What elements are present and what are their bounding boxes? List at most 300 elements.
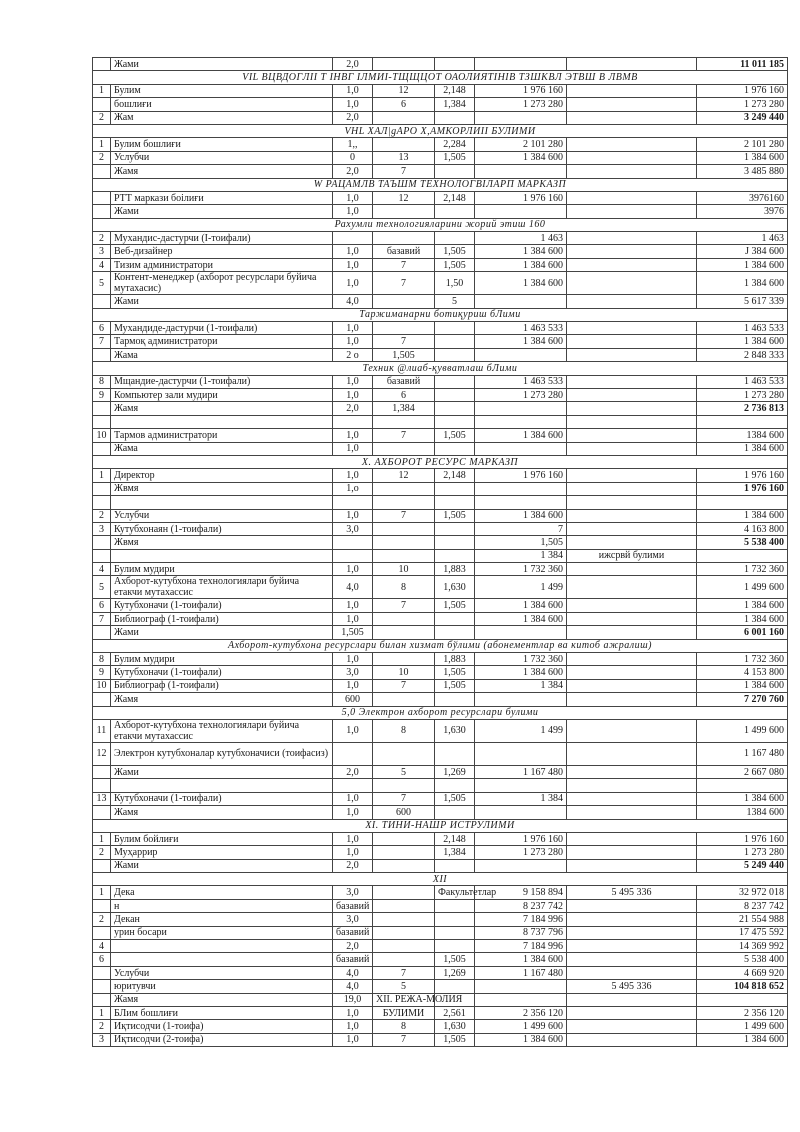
grade-cell: 5 bbox=[373, 980, 435, 993]
position-name-cell: н bbox=[111, 899, 333, 912]
staff-units-cell: 2,0 bbox=[333, 765, 373, 778]
total-cell: 5 617 339 bbox=[697, 295, 788, 308]
salary-cell bbox=[475, 626, 567, 639]
grade-cell bbox=[373, 913, 435, 926]
grade-cell: 1,505 bbox=[373, 348, 435, 361]
row-number-cell: 2 bbox=[93, 151, 111, 164]
extra-cell: ижсрвй булими bbox=[567, 549, 697, 562]
table-row bbox=[93, 980, 788, 993]
table-row bbox=[93, 536, 788, 549]
salary-cell: 1 384 600 bbox=[475, 599, 567, 612]
section-title: Таржиманарни ботиқуриш бЛими bbox=[93, 308, 788, 321]
staff-units-cell: 3,0 bbox=[333, 666, 373, 679]
extra-cell bbox=[567, 509, 697, 522]
grade-cell bbox=[373, 205, 435, 218]
section-header-row bbox=[93, 71, 788, 84]
row-number-cell: 2 bbox=[93, 509, 111, 522]
table-row bbox=[93, 913, 788, 926]
row-number-cell bbox=[93, 191, 111, 204]
total-cell: 1 976 160 bbox=[697, 84, 788, 97]
staff-units-cell: 4,0 bbox=[333, 576, 373, 599]
position-name-cell: Кутубхоначи (1-тоифали) bbox=[111, 599, 333, 612]
staff-units-cell: 1,0 bbox=[333, 442, 373, 455]
table-row bbox=[93, 1033, 788, 1046]
table-row bbox=[93, 719, 788, 742]
row-number-cell bbox=[93, 899, 111, 912]
total-cell: 1 384 600 bbox=[697, 679, 788, 692]
staff-units-cell: базавий bbox=[333, 899, 373, 912]
salary-cell bbox=[475, 165, 567, 178]
coefficient-cell bbox=[435, 626, 475, 639]
extra-cell bbox=[567, 335, 697, 348]
coefficient-cell: 1,269 bbox=[435, 765, 475, 778]
position-name-cell: Иқтисодчи (2-тоифа) bbox=[111, 1033, 333, 1046]
staff-units-cell: 1,0 bbox=[333, 98, 373, 111]
extra-cell bbox=[567, 1007, 697, 1020]
salary-cell: 1 463 533 bbox=[475, 322, 567, 335]
staff-units-cell: базавий bbox=[333, 953, 373, 966]
row-number-cell bbox=[93, 626, 111, 639]
staff-units-cell: 0 bbox=[333, 151, 373, 164]
coefficient-cell bbox=[435, 940, 475, 953]
empty-row bbox=[93, 496, 788, 509]
coefficient-cell: 1,505 bbox=[435, 429, 475, 442]
coefficient-cell: 1,505 bbox=[435, 679, 475, 692]
row-number-cell bbox=[93, 549, 111, 562]
coefficient-cell bbox=[435, 442, 475, 455]
total-cell: 1 384 600 bbox=[697, 1033, 788, 1046]
salary-cell: 1 273 280 bbox=[475, 98, 567, 111]
coefficient-cell bbox=[435, 205, 475, 218]
extra-cell bbox=[567, 666, 697, 679]
salary-cell: 8 237 742 bbox=[475, 899, 567, 912]
staff-units-cell: 1,0 bbox=[333, 806, 373, 819]
total-cell bbox=[697, 549, 788, 562]
section-title: 5,0 Электрон ахборот ресурслари булими bbox=[93, 706, 788, 719]
grade-cell: 8 bbox=[373, 719, 435, 742]
table-row bbox=[93, 1020, 788, 1033]
salary-cell: 1 167 480 bbox=[475, 966, 567, 979]
grade-cell: 12 bbox=[373, 84, 435, 97]
extra-cell bbox=[567, 151, 697, 164]
staff-units-cell bbox=[333, 232, 373, 245]
salary-cell: 1 384 600 bbox=[475, 953, 567, 966]
staff-units-cell: 1,0 bbox=[333, 612, 373, 625]
position-name-cell: Мщандие-дастурчи (1-тоифали) bbox=[111, 375, 333, 388]
table-row bbox=[93, 1007, 788, 1020]
extra-cell bbox=[567, 272, 697, 295]
position-name-cell: Жама bbox=[111, 348, 333, 361]
salary-cell bbox=[475, 402, 567, 415]
position-name-cell: Кутубхоначи (1-тоифали) bbox=[111, 792, 333, 805]
table-row bbox=[93, 84, 788, 97]
coefficient-cell bbox=[435, 388, 475, 401]
position-name-cell: Тармоқ администратори bbox=[111, 335, 333, 348]
extra-cell bbox=[567, 348, 697, 361]
total-cell: 2 101 280 bbox=[697, 138, 788, 151]
staff-units-cell bbox=[333, 536, 373, 549]
table-row bbox=[93, 191, 788, 204]
grade-cell bbox=[373, 940, 435, 953]
total-cell: 1 384 600 bbox=[697, 272, 788, 295]
grade-cell: базавий bbox=[373, 375, 435, 388]
extra-cell bbox=[567, 469, 697, 482]
extra-cell bbox=[567, 599, 697, 612]
coefficient-cell bbox=[435, 322, 475, 335]
position-name-cell: Услубчи bbox=[111, 966, 333, 979]
salary-cell bbox=[475, 806, 567, 819]
extra-cell bbox=[567, 375, 697, 388]
table-row bbox=[93, 245, 788, 258]
extra-cell bbox=[567, 859, 697, 872]
extra-cell bbox=[567, 258, 697, 271]
grade-cell: 12 bbox=[373, 191, 435, 204]
row-number-cell: 1 bbox=[93, 1007, 111, 1020]
empty-cell bbox=[435, 779, 475, 792]
empty-cell bbox=[435, 415, 475, 428]
extra-cell bbox=[567, 612, 697, 625]
table-row bbox=[93, 940, 788, 953]
extra-cell bbox=[567, 245, 697, 258]
row-number-cell: 3 bbox=[93, 245, 111, 258]
salary-cell: 1 273 280 bbox=[475, 846, 567, 859]
staff-salary-table bbox=[92, 57, 788, 1047]
extra-cell bbox=[567, 742, 697, 765]
row-number-cell: 6 bbox=[93, 953, 111, 966]
salary-cell bbox=[475, 482, 567, 495]
row-number-cell: 2 bbox=[93, 232, 111, 245]
total-cell: 1 463 533 bbox=[697, 322, 788, 335]
coefficient-cell bbox=[435, 522, 475, 535]
row-number-cell: 10 bbox=[93, 679, 111, 692]
position-name-cell: БЛим бошлиғи bbox=[111, 1007, 333, 1020]
row-number-cell: 9 bbox=[93, 666, 111, 679]
grade-cell bbox=[373, 322, 435, 335]
position-name-cell: Жамя bbox=[111, 993, 333, 1006]
coefficient-cell: 2,148 bbox=[435, 469, 475, 482]
row-number-cell: 1 bbox=[93, 886, 111, 899]
staff-units-cell: 4,0 bbox=[333, 966, 373, 979]
empty-cell bbox=[567, 415, 697, 428]
total-cell: 2 356 120 bbox=[697, 1007, 788, 1020]
total-cell: J 384 600 bbox=[697, 245, 788, 258]
position-name-cell: бошлиғи bbox=[111, 98, 333, 111]
position-name-cell: Декан bbox=[111, 913, 333, 926]
section-header-row bbox=[93, 819, 788, 832]
coefficient-cell: 1,269 bbox=[435, 966, 475, 979]
section-header-row bbox=[93, 362, 788, 375]
row-number-cell: 5 bbox=[93, 272, 111, 295]
total-cell: 104 818 652 bbox=[697, 980, 788, 993]
table-row bbox=[93, 205, 788, 218]
table-row bbox=[93, 832, 788, 845]
salary-cell bbox=[475, 442, 567, 455]
table-row bbox=[93, 742, 788, 765]
staff-units-cell: 2,0 bbox=[333, 165, 373, 178]
row-number-cell: 7 bbox=[93, 335, 111, 348]
total-cell: 11 011 185 bbox=[697, 58, 788, 71]
coefficient-cell bbox=[435, 402, 475, 415]
row-number-cell: 3 bbox=[93, 1033, 111, 1046]
coefficient-cell bbox=[435, 348, 475, 361]
staff-units-cell: 1,0 bbox=[333, 846, 373, 859]
row-number-cell: 4 bbox=[93, 940, 111, 953]
extra-cell bbox=[567, 832, 697, 845]
grade-cell: 7 bbox=[373, 272, 435, 295]
empty-cell bbox=[93, 779, 111, 792]
extra-cell bbox=[567, 719, 697, 742]
position-name-cell: Булим бошлиғи bbox=[111, 138, 333, 151]
grade-cell: 7 bbox=[373, 258, 435, 271]
salary-cell: 1 384 600 bbox=[475, 666, 567, 679]
row-number-cell: 13 bbox=[93, 792, 111, 805]
table-row bbox=[93, 886, 788, 899]
empty-row bbox=[93, 779, 788, 792]
empty-cell bbox=[111, 415, 333, 428]
coefficient-cell: 5 bbox=[435, 295, 475, 308]
salary-cell: 7 184 996 bbox=[475, 913, 567, 926]
salary-cell: 1 976 160 bbox=[475, 832, 567, 845]
row-number-cell bbox=[93, 806, 111, 819]
coefficient-cell bbox=[435, 913, 475, 926]
salary-cell: 1 499 bbox=[475, 576, 567, 599]
staff-units-cell: 4,0 bbox=[333, 295, 373, 308]
row-number-cell: 4 bbox=[93, 563, 111, 576]
row-number-cell bbox=[93, 205, 111, 218]
salary-cell: 1 384 600 bbox=[475, 258, 567, 271]
staff-units-cell: 3,0 bbox=[333, 913, 373, 926]
total-cell: 32 972 018 bbox=[697, 886, 788, 899]
table-row bbox=[93, 509, 788, 522]
table-row bbox=[93, 402, 788, 415]
salary-cell: 1 384 600 bbox=[475, 335, 567, 348]
salary-cell: 7 bbox=[475, 522, 567, 535]
total-cell: 1 384 600 bbox=[697, 335, 788, 348]
grade-cell bbox=[373, 899, 435, 912]
total-cell: 1 384 600 bbox=[697, 599, 788, 612]
position-name-cell: урин босари bbox=[111, 926, 333, 939]
extra-cell bbox=[567, 626, 697, 639]
section-header-row bbox=[93, 218, 788, 231]
grade-cell bbox=[373, 859, 435, 872]
coefficient-cell bbox=[435, 482, 475, 495]
grade-cell bbox=[373, 111, 435, 124]
total-cell: 1384 600 bbox=[697, 429, 788, 442]
row-number-cell bbox=[93, 348, 111, 361]
section-title: Ахборот-кутубхона ресурслари билан хизмат бўлими (абонементлар ва китоб ажралиш) bbox=[93, 639, 788, 652]
salary-cell: 1 463 bbox=[475, 232, 567, 245]
total-cell: 3976 bbox=[697, 205, 788, 218]
grade-cell bbox=[373, 549, 435, 562]
table-row bbox=[93, 165, 788, 178]
row-number-cell bbox=[93, 765, 111, 778]
section-title: VHL ХАЛ|gАРО Х,АМКОРЛИІІ БУЛИМИ bbox=[93, 124, 788, 137]
row-number-cell bbox=[93, 442, 111, 455]
extra-cell bbox=[567, 563, 697, 576]
staff-units-cell: 19,0 bbox=[333, 993, 373, 1006]
section-header-row bbox=[93, 873, 788, 886]
coefficient-cell: 1,505 bbox=[435, 792, 475, 805]
grade-cell: 7 bbox=[373, 792, 435, 805]
grade-cell: 7 bbox=[373, 509, 435, 522]
salary-cell: 1,505 bbox=[475, 536, 567, 549]
row-number-cell: 2 bbox=[93, 1020, 111, 1033]
position-name-cell: Жами bbox=[111, 58, 333, 71]
salary-cell: 1 384 600 bbox=[475, 151, 567, 164]
total-cell: 1 273 280 bbox=[697, 388, 788, 401]
staff-units-cell: 1,0 bbox=[333, 509, 373, 522]
staff-units-cell: 2,0 bbox=[333, 859, 373, 872]
salary-cell bbox=[475, 859, 567, 872]
extra-cell bbox=[567, 693, 697, 706]
salary-cell: 8 737 796 bbox=[475, 926, 567, 939]
row-number-cell bbox=[93, 482, 111, 495]
table-row bbox=[93, 348, 788, 361]
row-number-cell bbox=[93, 58, 111, 71]
coefficient-cell: 2,284 bbox=[435, 138, 475, 151]
position-name-cell: Библиограф (1-тоифали) bbox=[111, 612, 333, 625]
total-cell: 5 249 440 bbox=[697, 859, 788, 872]
table-row bbox=[93, 482, 788, 495]
table-row bbox=[93, 926, 788, 939]
grade-cell: 1,384 bbox=[373, 402, 435, 415]
staff-units-cell: 2,0 bbox=[333, 940, 373, 953]
total-cell: 1 384 600 bbox=[697, 151, 788, 164]
salary-cell bbox=[475, 742, 567, 765]
coefficient-cell: 1,505 bbox=[435, 509, 475, 522]
grade-cell: 7 bbox=[373, 1033, 435, 1046]
grade-cell bbox=[373, 482, 435, 495]
table-row bbox=[93, 295, 788, 308]
position-name-cell: Жами bbox=[111, 295, 333, 308]
table-row bbox=[93, 653, 788, 666]
salary-cell: 1 384 600 bbox=[475, 245, 567, 258]
table-row bbox=[93, 98, 788, 111]
coefficient-cell bbox=[435, 549, 475, 562]
coefficient-cell: Факультетлар bbox=[435, 886, 475, 899]
coefficient-cell: 1,384 bbox=[435, 98, 475, 111]
extra-cell bbox=[567, 576, 697, 599]
total-cell: 3976160 bbox=[697, 191, 788, 204]
total-cell: 1 732 360 bbox=[697, 563, 788, 576]
position-name-cell: Библиограф (1-тоифали) bbox=[111, 679, 333, 692]
position-name-cell: Тармов администратори bbox=[111, 429, 333, 442]
staff-units-cell: 1,0 bbox=[333, 245, 373, 258]
salary-cell: 1 732 360 bbox=[475, 653, 567, 666]
coefficient-cell bbox=[435, 375, 475, 388]
table-row bbox=[93, 953, 788, 966]
empty-row bbox=[93, 415, 788, 428]
position-name-cell: Жвмя bbox=[111, 536, 333, 549]
section-title: Техник @лиаб-қувватлаш бЛими bbox=[93, 362, 788, 375]
row-number-cell: 1 bbox=[93, 469, 111, 482]
salary-cell bbox=[475, 980, 567, 993]
salary-cell: 1 384 bbox=[475, 549, 567, 562]
row-number-cell: 2 bbox=[93, 111, 111, 124]
total-cell: 3 249 440 bbox=[697, 111, 788, 124]
row-number-cell: 8 bbox=[93, 375, 111, 388]
total-cell: 14 369 992 bbox=[697, 940, 788, 953]
total-cell: 2 736 813 bbox=[697, 402, 788, 415]
empty-cell bbox=[567, 496, 697, 509]
position-name-cell: Жами bbox=[111, 205, 333, 218]
table-row bbox=[93, 258, 788, 271]
salary-cell: 7 184 996 bbox=[475, 940, 567, 953]
section-title: X. АХБОРОТ РЕСУРС МАРКАЗП bbox=[93, 455, 788, 468]
grade-cell: 5 bbox=[373, 765, 435, 778]
position-name-cell: Электрон кутубхоналар кутубхоначиси (тоифасиз) bbox=[111, 742, 333, 765]
row-number-cell: 6 bbox=[93, 322, 111, 335]
salary-cell bbox=[475, 58, 567, 71]
salary-cell: 1 167 480 bbox=[475, 765, 567, 778]
grade-cell: 7 bbox=[373, 429, 435, 442]
position-name-cell: Булим мудири bbox=[111, 653, 333, 666]
total-cell: 1 976 160 bbox=[697, 832, 788, 845]
extra-cell bbox=[567, 792, 697, 805]
staff-units-cell: 1,0 bbox=[333, 469, 373, 482]
total-cell: 8 237 742 bbox=[697, 899, 788, 912]
extra-cell bbox=[567, 765, 697, 778]
grade-cell bbox=[373, 295, 435, 308]
grade-cell bbox=[373, 612, 435, 625]
grade-cell: 13 bbox=[373, 151, 435, 164]
extra-cell bbox=[567, 846, 697, 859]
coefficient-cell bbox=[435, 536, 475, 549]
total-cell: 1 463 533 bbox=[697, 375, 788, 388]
section-title: VIL ВЦВДОГЛІІ Т ІНВГ ІЛМИІ-ТЩЩЦОТ ОАОЛИЯТІНІВ ТЗШКВЛ ЭТВШ В ЛВМВ bbox=[93, 71, 788, 84]
table-row bbox=[93, 563, 788, 576]
staff-units-cell: 1,0 bbox=[333, 1007, 373, 1020]
empty-cell bbox=[373, 415, 435, 428]
row-number-cell bbox=[93, 966, 111, 979]
position-name-cell: Веб-дизайнер bbox=[111, 245, 333, 258]
total-cell: 1 384 600 bbox=[697, 258, 788, 271]
salary-cell: 1 384 bbox=[475, 792, 567, 805]
staff-units-cell: 1,0 bbox=[333, 679, 373, 692]
staff-units-cell bbox=[333, 742, 373, 765]
extra-cell bbox=[567, 536, 697, 549]
coefficient-cell: 1,883 bbox=[435, 653, 475, 666]
coefficient-cell: 1,883 bbox=[435, 563, 475, 576]
row-number-cell: 2 bbox=[93, 846, 111, 859]
coefficient-cell bbox=[435, 111, 475, 124]
empty-cell bbox=[373, 496, 435, 509]
position-name-cell: Булим бойлиғи bbox=[111, 832, 333, 845]
total-cell: 1 384 600 bbox=[697, 509, 788, 522]
staff-units-cell: 3,0 bbox=[333, 886, 373, 899]
staff-units-cell: 1,0 bbox=[333, 388, 373, 401]
position-name-cell bbox=[111, 940, 333, 953]
position-name-cell: Жамя bbox=[111, 402, 333, 415]
table-row bbox=[93, 859, 788, 872]
section-title: XII bbox=[93, 873, 788, 886]
table-row bbox=[93, 576, 788, 599]
table-row bbox=[93, 469, 788, 482]
grade-cell bbox=[373, 536, 435, 549]
total-cell: 5 538 400 bbox=[697, 953, 788, 966]
position-name-cell: Директор bbox=[111, 469, 333, 482]
row-number-cell: 1 bbox=[93, 84, 111, 97]
grade-cell: 7 bbox=[373, 599, 435, 612]
extra-cell bbox=[567, 899, 697, 912]
table-row bbox=[93, 846, 788, 859]
coefficient-cell bbox=[435, 58, 475, 71]
staff-units-cell: 1,0 bbox=[333, 335, 373, 348]
grade-cell bbox=[373, 138, 435, 151]
section-title: Рахумли технологияларини жорий этиш 160 bbox=[93, 218, 788, 231]
table-row bbox=[93, 549, 788, 562]
position-name-cell: Компьютер зали мудири bbox=[111, 388, 333, 401]
